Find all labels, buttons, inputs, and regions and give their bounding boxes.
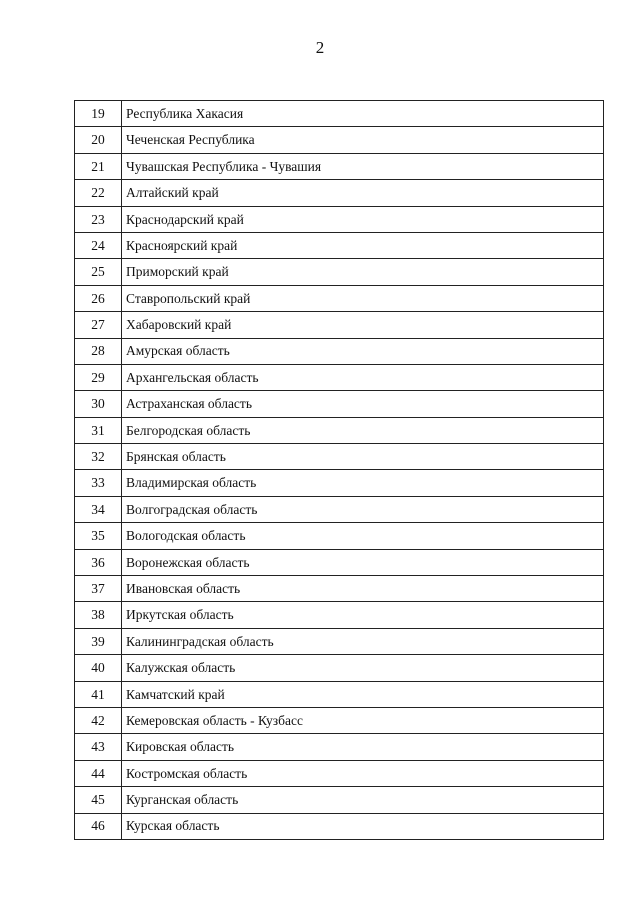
region-name-cell: Калужская область xyxy=(122,655,604,681)
table-row xyxy=(75,417,604,443)
table-body xyxy=(75,101,604,840)
table-row xyxy=(75,549,604,575)
table-row xyxy=(75,760,604,786)
row-number-cell: 30 xyxy=(75,391,122,417)
region-name-cell: Астраханская область xyxy=(122,391,604,417)
row-number-cell: 32 xyxy=(75,444,122,470)
region-name-cell: Ивановская область xyxy=(122,576,604,602)
row-number-cell: 25 xyxy=(75,259,122,285)
region-name-cell: Приморский край xyxy=(122,259,604,285)
row-number-cell: 29 xyxy=(75,364,122,390)
row-number-cell: 22 xyxy=(75,180,122,206)
table-row xyxy=(75,628,604,654)
region-name-cell: Чеченская Республика xyxy=(122,127,604,153)
row-number-cell: 37 xyxy=(75,576,122,602)
table-row xyxy=(75,101,604,127)
row-number-cell: 43 xyxy=(75,734,122,760)
region-name-cell: Кемеровская область - Кузбасс xyxy=(122,707,604,733)
table-row xyxy=(75,787,604,813)
row-number-cell: 36 xyxy=(75,549,122,575)
region-name-cell: Архангельская область xyxy=(122,364,604,390)
table-row xyxy=(75,127,604,153)
table-row xyxy=(75,523,604,549)
table-row xyxy=(75,813,604,839)
region-name-cell: Краснодарский край xyxy=(122,206,604,232)
regions-table xyxy=(74,100,604,840)
region-name-cell: Хабаровский край xyxy=(122,312,604,338)
region-name-cell: Курская область xyxy=(122,813,604,839)
region-name-cell: Воронежская область xyxy=(122,549,604,575)
row-number-cell: 24 xyxy=(75,232,122,258)
region-name-cell: Кировская область xyxy=(122,734,604,760)
region-name-cell: Иркутская область xyxy=(122,602,604,628)
region-name-cell: Белгородская область xyxy=(122,417,604,443)
row-number-cell: 20 xyxy=(75,127,122,153)
table-row xyxy=(75,576,604,602)
region-name-cell: Волгоградская область xyxy=(122,496,604,522)
region-name-cell: Алтайский край xyxy=(122,180,604,206)
row-number-cell: 45 xyxy=(75,787,122,813)
row-number-cell: 31 xyxy=(75,417,122,443)
row-number-cell: 21 xyxy=(75,153,122,179)
table-row xyxy=(75,364,604,390)
table-row xyxy=(75,338,604,364)
row-number-cell: 46 xyxy=(75,813,122,839)
table-row xyxy=(75,153,604,179)
region-name-cell: Брянская область xyxy=(122,444,604,470)
row-number-cell: 39 xyxy=(75,628,122,654)
region-name-cell: Костромская область xyxy=(122,760,604,786)
table-row xyxy=(75,681,604,707)
region-name-cell: Чувашская Республика - Чувашия xyxy=(122,153,604,179)
table-row xyxy=(75,734,604,760)
table-row xyxy=(75,444,604,470)
page-number: 2 xyxy=(315,38,325,57)
table-row xyxy=(75,391,604,417)
region-name-cell: Красноярский край xyxy=(122,232,604,258)
table-row xyxy=(75,285,604,311)
region-name-cell: Ставропольский край xyxy=(122,285,604,311)
row-number-cell: 35 xyxy=(75,523,122,549)
row-number-cell: 40 xyxy=(75,655,122,681)
region-name-cell: Вологодская область xyxy=(122,523,604,549)
row-number-cell: 19 xyxy=(75,101,122,127)
region-name-cell: Республика Хакасия xyxy=(122,101,604,127)
table-row xyxy=(75,602,604,628)
region-name-cell: Камчатский край xyxy=(122,681,604,707)
row-number-cell: 42 xyxy=(75,707,122,733)
region-name-cell: Калининградская область xyxy=(122,628,604,654)
row-number-cell: 34 xyxy=(75,496,122,522)
row-number-cell: 27 xyxy=(75,312,122,338)
region-name-cell: Владимирская область xyxy=(122,470,604,496)
table-row xyxy=(75,312,604,338)
table-row xyxy=(75,707,604,733)
table-row xyxy=(75,496,604,522)
row-number-cell: 33 xyxy=(75,470,122,496)
table-row xyxy=(75,206,604,232)
row-number-cell: 44 xyxy=(75,760,122,786)
row-number-cell: 28 xyxy=(75,338,122,364)
region-name-cell: Амурская область xyxy=(122,338,604,364)
row-number-cell: 41 xyxy=(75,681,122,707)
region-name-cell: Курганская область xyxy=(122,787,604,813)
table-row xyxy=(75,470,604,496)
table-row xyxy=(75,259,604,285)
table-row xyxy=(75,655,604,681)
row-number-cell: 23 xyxy=(75,206,122,232)
table-row xyxy=(75,180,604,206)
row-number-cell: 38 xyxy=(75,602,122,628)
table-row xyxy=(75,232,604,258)
row-number-cell: 26 xyxy=(75,285,122,311)
